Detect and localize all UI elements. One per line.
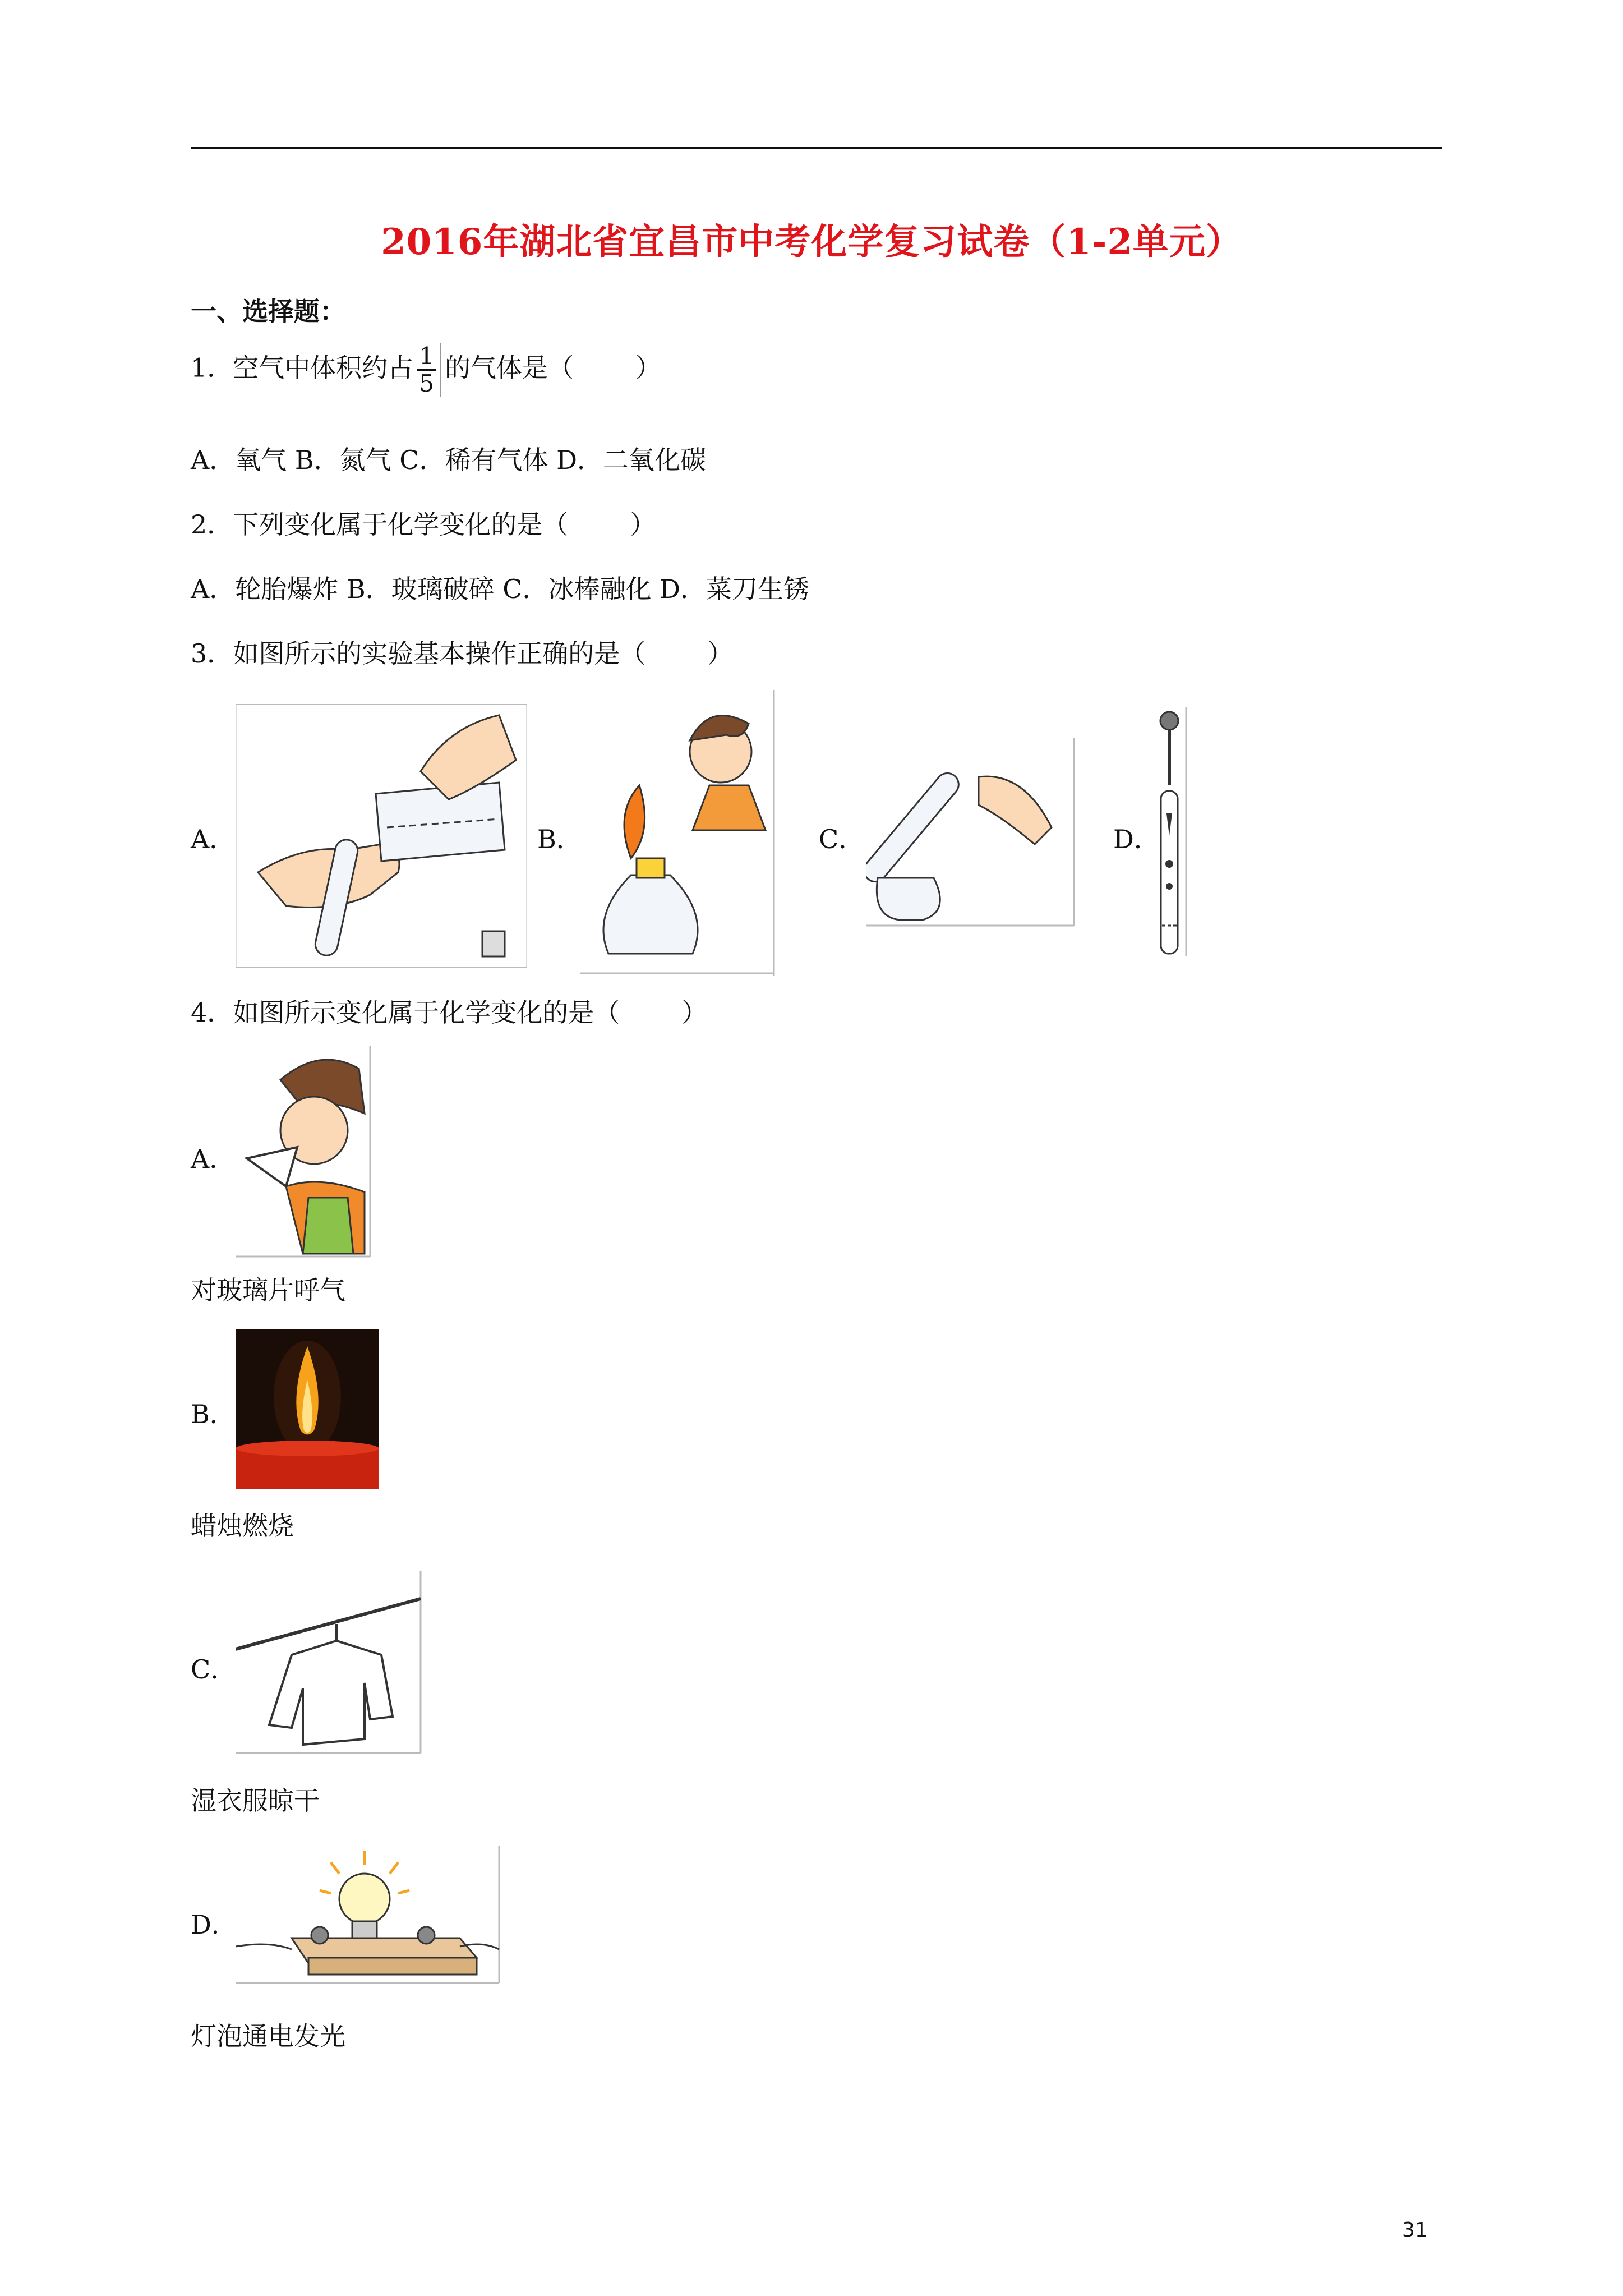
header-rule [191, 147, 1442, 149]
q2-close: ） [630, 509, 656, 540]
pour-liquid-figure [236, 704, 527, 968]
q4-caption-a: 对玻璃片呼气 [191, 1275, 345, 1305]
question-3 [191, 637, 733, 670]
blow-out-lamp-figure [580, 690, 777, 976]
q3-label-a: A． [191, 824, 236, 854]
q3-label-b: B． [537, 824, 582, 854]
q2-stem: 2．下列变化属于化学变化的是（ [191, 509, 569, 540]
q4-label-d: D． [191, 1910, 237, 1940]
q4-label-c: C． [191, 1654, 237, 1685]
q4-caption-b: 蜡烛燃烧 [191, 1511, 294, 1541]
heat-test-tube-figure [866, 738, 1077, 928]
q4-label-a: A． [191, 1144, 236, 1174]
question-2 [191, 508, 656, 541]
q1-prefix: 1．空气中体积约占 [191, 352, 414, 383]
q1-close: ） [635, 352, 662, 383]
q3-label-c: C． [819, 824, 865, 854]
dropper-figure [1150, 707, 1189, 959]
fraction-numerator: 1 [417, 343, 436, 371]
q4-caption-d: 灯泡通电发光 [191, 2021, 345, 2051]
fraction [417, 343, 441, 397]
q4-label-b: B． [191, 1399, 236, 1429]
q2-options: A．轮胎爆炸 B．玻璃破碎 C．冰棒融化 D．菜刀生锈 [191, 574, 809, 604]
drying-clothes-figure [236, 1571, 423, 1756]
q1-options: A．氧气 B．氮气 C．稀有气体 D．二氧化碳 [191, 445, 706, 475]
q4-close: ） [681, 997, 708, 1028]
q3-label-d: D． [1113, 824, 1160, 854]
q4-stem: 4．如图所示变化属于化学变化的是（ [191, 997, 620, 1028]
q3-close: ） [707, 638, 734, 669]
breathe-on-glass-figure [236, 1046, 373, 1259]
fraction-denominator: 5 [419, 370, 435, 397]
section-heading: 一、选择题： [191, 296, 345, 326]
question-1 [191, 343, 661, 397]
q3-stem: 3．如图所示的实验基本操作正确的是（ [191, 638, 646, 669]
burning-candle-photo [236, 1329, 379, 1489]
q4-caption-c: 湿衣服晾干 [191, 1786, 320, 1816]
page-number: 31 [1402, 2219, 1428, 2242]
question-4 [191, 996, 707, 1029]
q1-suffix: 的气体是（ [445, 352, 574, 383]
light-bulb-figure [236, 1846, 502, 1986]
page-title: 2016年湖北省宜昌市中考化学复习试卷（1-2单元） [381, 221, 1242, 263]
